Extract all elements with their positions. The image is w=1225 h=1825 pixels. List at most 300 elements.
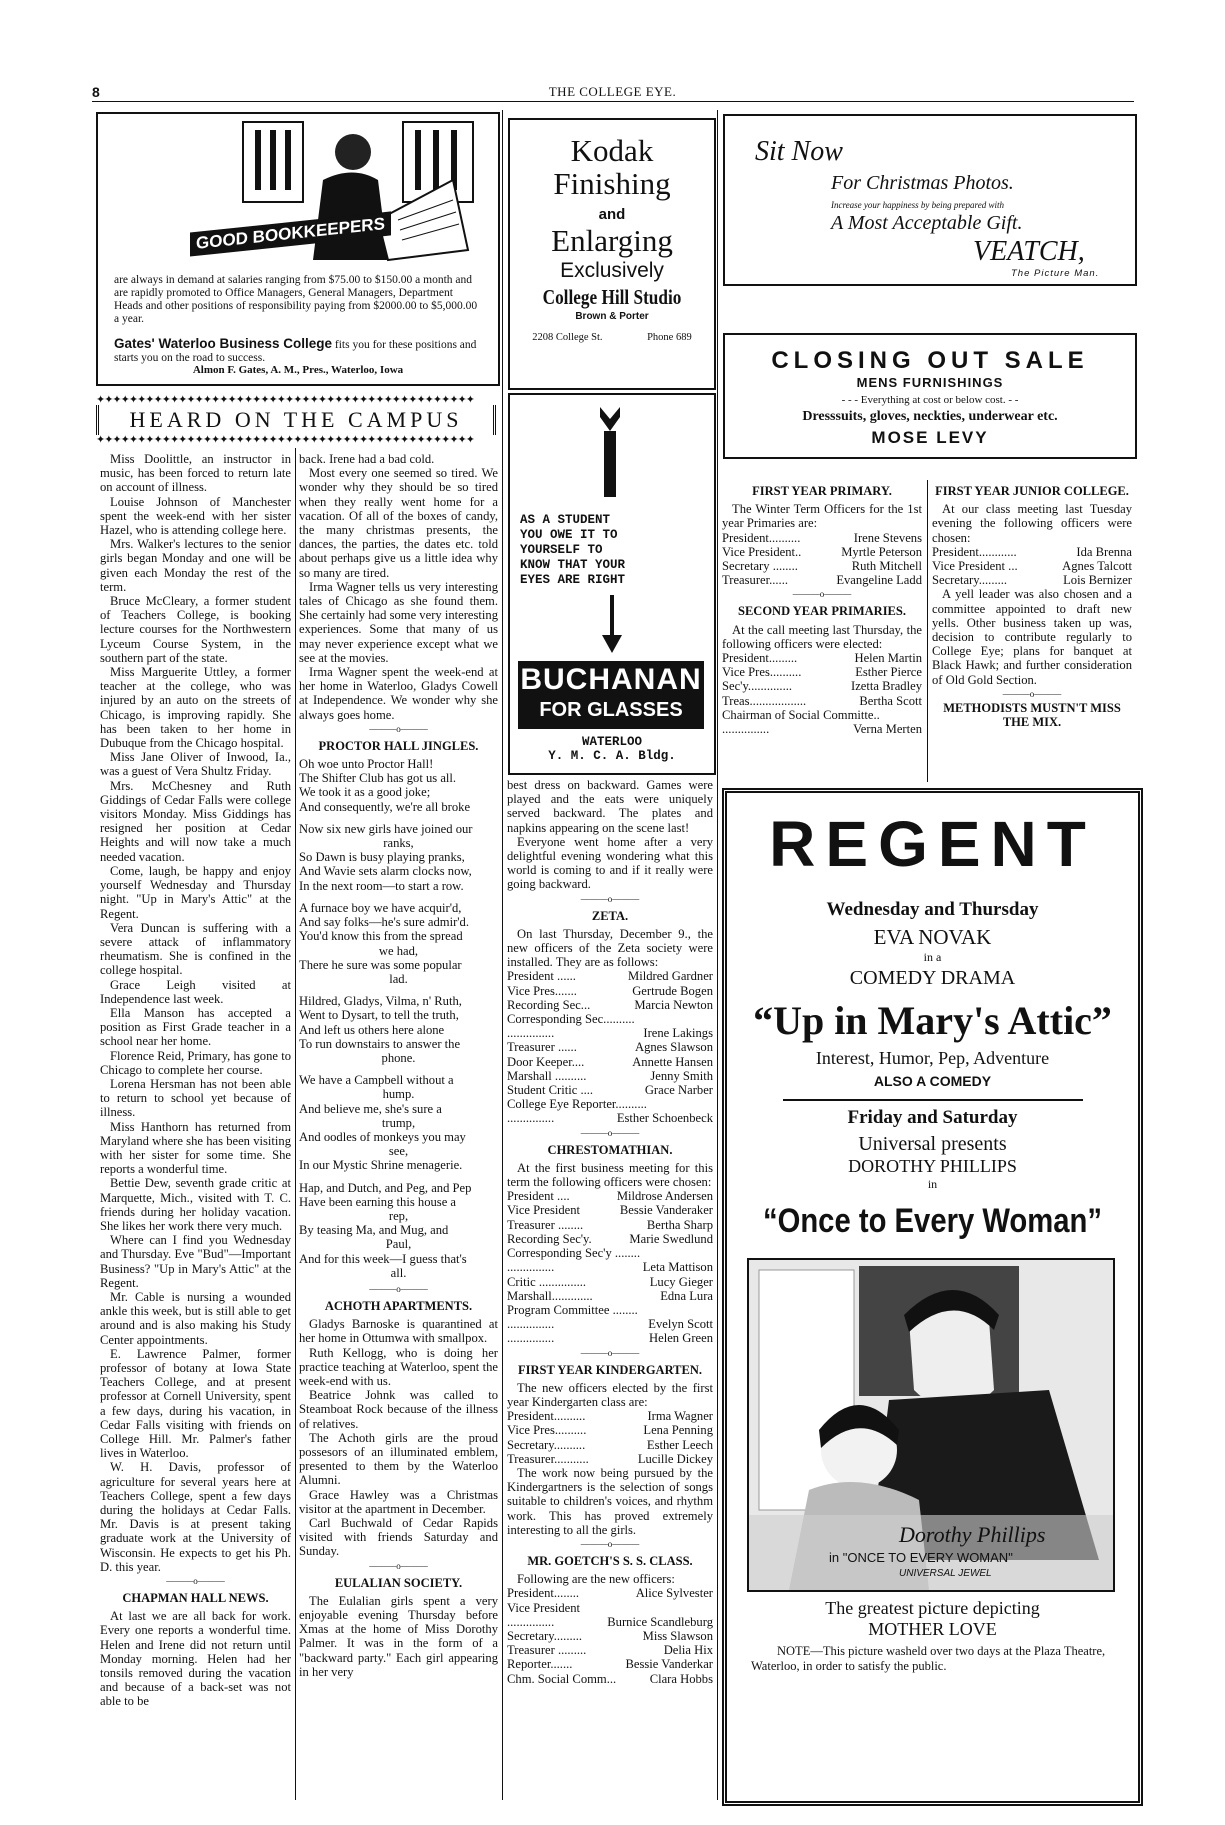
poem-line: You'd know this from the spread	[299, 929, 463, 944]
officer-name: Evangeline Ladd	[836, 573, 922, 588]
poem-line: Hap, and Dutch, and Peg, and Pep	[299, 1180, 472, 1195]
campus-item: Mrs. Walker's lectures to the senior girls began Monday and one will be given each Monday the rest of the term.	[100, 537, 291, 594]
officer-title: President ......	[507, 969, 576, 984]
chapman-text: At last we are all back for work. Every one reports a wonderful time. Helen and Irene did not return until Monday morning. Helen had her tonsils removed during the vacation and because of a back-set was not able to be	[100, 1609, 291, 1709]
officer-name: Miss Slawson	[642, 1628, 713, 1643]
officer-name: Esther Schoenbeck	[616, 1111, 713, 1126]
officer-title: Secretary..........	[507, 1437, 586, 1452]
officer-name: Alice Sylvester	[635, 1586, 713, 1601]
officer-row	[932, 545, 1132, 559]
buchanan-glasses-ad	[508, 393, 716, 775]
closing-out-sale-ad	[723, 333, 1137, 459]
officer-title: Treasurer...........	[507, 1451, 589, 1466]
campus-column-2	[299, 452, 498, 1797]
buchanan-logo	[518, 661, 704, 729]
section-divider: ———o———	[369, 723, 428, 734]
film-still-photo	[747, 1258, 1115, 1592]
junior-tail: A yell leader was also chosen and a committee appointed to draft new yells. Other business taken up was, decision to contribute regularly to College Eye; plans for banquet at Black Hawk; and further consideration of Old Gold Section.	[932, 587, 1132, 687]
regent-also: ALSO A COMEDY	[873, 1073, 992, 1089]
campus-item: back. Irene had a bad cold.	[299, 452, 435, 466]
studio-owners: Brown & Porter	[575, 311, 649, 322]
proctor-poem	[299, 757, 498, 1280]
junior-college-column	[932, 484, 1132, 733]
officer-name: Lucille Dickey	[637, 1451, 713, 1466]
officer-row	[507, 1203, 713, 1217]
down-arrow-icon	[590, 407, 630, 497]
column-rule	[927, 480, 928, 782]
officer-name: Lois Bernizer	[1063, 573, 1132, 588]
eulalian-text: The Eulalian girls spent a very enjoyable evening Thursday before Xmas at the home of Miss Dorothy Palmer. It was in the form of a "backward party." Each girl appearing in her very	[299, 1593, 498, 1679]
methodists-heading: METHODISTS MUSTN'T MISS THE MIX.	[943, 700, 1121, 730]
poem-line: So Dawn is busy playing pranks,	[299, 850, 465, 865]
acceptable-gift-line: A Most Acceptable Gift.	[831, 212, 1023, 234]
studio-phone: Phone 689	[647, 332, 692, 343]
regent-in-a: in a	[923, 950, 942, 964]
regent-days-1: Wednesday and Thursday	[826, 899, 1039, 920]
christmas-photos-line: For Christmas Photos.	[831, 172, 1014, 194]
mose-levy-name: MOSE LEVY	[871, 428, 989, 447]
regent-rule	[783, 1099, 1083, 1101]
officer-name: Grace Narber	[644, 1083, 713, 1098]
campus-item: Miss Hanthorn has returned from Maryland where she has been visiting with her sister for some time. She reports a wonderful time.	[100, 1119, 291, 1177]
campus-item: Bruce McCleary, a former student of Teachers College, is booking lecture courses for the Northwestern Lyceum Course System, in the southern part of the state.	[100, 594, 291, 665]
cost-line: - - - Everything at cost or below cost. - -	[841, 394, 1019, 406]
officer-title: President..........	[722, 530, 801, 545]
campus-heading: HEARD ON THE CAMPUS	[129, 407, 463, 432]
officer-row	[507, 1055, 713, 1069]
eulalian-continued-2: Everyone went home after a very delightful evening wondering what this world is coming to and if it really were going backward.	[507, 834, 713, 892]
photo-signature: Dorothy Phillips	[899, 1522, 1046, 1547]
officer-row	[507, 1629, 713, 1643]
regent-genre: COMEDY DRAMA	[849, 967, 1016, 989]
chresto-intro: At the first business meeting for this term the following officers were chosen:	[507, 1160, 713, 1190]
achoth-item: Ruth Kellogg, who is doing her practice teaching at Waterloo, spent the week-end with us.	[299, 1345, 498, 1388]
regent-film-2: “Once to Every Woman”	[762, 1202, 1103, 1240]
officer-row	[507, 1097, 713, 1111]
poem-line: In our Mystic Shrine menagerie.	[299, 1158, 463, 1173]
campus-banner	[96, 395, 496, 445]
campus-item: Florence Reid, Primary, has gone to Chicago to complete her course.	[100, 1048, 291, 1077]
merchandise-line: Dresssuits, gloves, neckties, underwear etc.	[802, 409, 1058, 424]
line-2: YOU OWE IT TO	[520, 528, 618, 542]
poem-line: Oh woe unto Proctor Hall!	[299, 757, 434, 772]
primary-heading: FIRST YEAR PRIMARY.	[752, 484, 892, 498]
officer-row	[507, 1012, 713, 1026]
primary-column	[722, 484, 922, 736]
eulalian-heading: EULALIAN SOCIETY.	[334, 1575, 463, 1590]
poem-line: And say folks—he's sure admir'd.	[299, 915, 469, 930]
poem-line: And Wavie sets alarm clocks now,	[299, 864, 472, 879]
gates-business-college-ad	[96, 112, 500, 386]
goetch-officers	[507, 1586, 713, 1685]
campus-item: Vera Duncan is suffering with a severe attack of inflammatory rheumatism. She is confined in the college hospital.	[100, 920, 291, 978]
officer-name: Esther Leech	[646, 1437, 713, 1452]
section-divider: ———o———	[580, 893, 640, 904]
photo-caption-1: in "ONCE TO EVERY WOMAN"	[829, 1550, 1013, 1565]
regent-in: in	[927, 1177, 938, 1191]
campus-item: Where can I find you Wednesday and Thursday. Eve "Bud"—Important Business? "Up in Mary's Attic" at the Regent.	[100, 1233, 291, 1290]
officer-row	[507, 1672, 713, 1686]
officer-name: Irene Lakings	[643, 1026, 713, 1041]
officer-title: Recording Sec'y.	[507, 1231, 592, 1246]
officer-name: Gertrude Bogen	[632, 983, 713, 998]
poem-line: rep,	[388, 1208, 409, 1223]
officer-row	[507, 1040, 713, 1054]
poem-line: In the next room—to start a row.	[299, 878, 464, 893]
officer-title: Vice President	[507, 1203, 581, 1218]
buchanan-logo-name: BUCHANAN	[520, 663, 702, 696]
student-eyes-copy	[520, 513, 704, 588]
officer-row	[507, 1303, 713, 1317]
poem-line: And for this week—I guess that's	[299, 1251, 467, 1266]
line-5: EYES ARE RIGHT	[520, 573, 626, 587]
poem-line: Paul,	[385, 1237, 412, 1252]
officer-title: Chm. Social Comm...	[507, 1671, 617, 1686]
campus-item: Lorena Hersman has not been able to return to school yet because of illness.	[100, 1076, 291, 1120]
poem-line: And oodles of monkeys you may	[299, 1129, 466, 1144]
officer-name: Clara Hobbs	[649, 1671, 713, 1686]
chapman-heading: CHAPMAN HALL NEWS.	[122, 1591, 269, 1606]
officer-row	[507, 998, 713, 1012]
campus-item: Mr. Cable is nursing a wounded ankle this week, but is still able to get around and is also making his Study Center appointments.	[100, 1289, 291, 1347]
line-3: YOURSELF TO	[520, 543, 603, 557]
poem-line: And believe me, she's sure a	[299, 1101, 442, 1116]
campus-item: E. Lawrence Palmer, former professor of botany at Iowa State Teachers College, and at present professor at Cornell University, spent a few days, during his vacation, in Cedar Falls visiting with friends on College Hill. Mr. Palmer's father lives in Waterloo.	[100, 1346, 291, 1461]
officer-row	[507, 984, 713, 998]
achoth-item: Beatrice Johnk was called to Steamboat Rock because of the illness of relatives.	[299, 1388, 498, 1431]
officer-row	[507, 1317, 713, 1331]
officer-title: President............	[932, 544, 1017, 559]
officer-row	[507, 1657, 713, 1671]
officer-row	[722, 573, 922, 587]
poem-line: phone.	[381, 1050, 416, 1065]
kinder-heading: FIRST YEAR KINDERGARTEN.	[518, 1362, 702, 1377]
junior-officers	[932, 545, 1132, 588]
poem-line: Now six new girls have joined our	[299, 821, 473, 836]
officer-title: Vice President	[507, 1600, 581, 1615]
gates-ad-body: are always in demand at salaries ranging from $75.00 to $150.00 a month and are rapidly promoted to Office Managers, General Managers, Department Heads and other positions of responsibility paying from $2000.00 to $5,000.00 a year.	[114, 274, 478, 325]
second-primary-heading: SECOND YEAR PRIMARIES.	[738, 604, 906, 619]
veatch-name: VEATCH,	[973, 236, 1085, 267]
chresto-officers	[507, 1189, 713, 1345]
officer-name: Bessie Vanderaker	[619, 1203, 713, 1218]
officer-row	[507, 1026, 713, 1040]
officer-title: ...............	[507, 1331, 555, 1346]
officer-title: ...............	[507, 1260, 555, 1275]
campus-item: Bettie Dew, seventh grade critic at Marquette, Mich., visited with T. C. friends during her holiday vacation. She likes her work there very much.	[100, 1176, 291, 1233]
poem-line: we had,	[378, 943, 419, 958]
poem-line: all.	[390, 1265, 407, 1280]
second-primary-officers	[722, 651, 922, 736]
finishing-word: Finishing	[553, 166, 671, 201]
officer-row	[507, 1260, 713, 1274]
officer-name: Agnes Slawson	[634, 1040, 713, 1055]
regent-presents: Universal presents	[858, 1133, 1007, 1155]
second-primary-intro: At the call meeting last Thursday, the following officers were elected:	[722, 622, 922, 651]
kinder-intro: The new officers elected by the first year Kindergarten class are:	[507, 1380, 713, 1409]
goetch-heading: MR. GOETCH'S S. S. CLASS.	[527, 1553, 693, 1568]
officer-row	[507, 969, 713, 983]
officer-title: Door Keeper....	[507, 1054, 585, 1069]
officer-title: Reporter.......	[507, 1657, 573, 1672]
officer-name: Leta Mattison	[642, 1260, 713, 1275]
officer-title: Secretary.........	[507, 1628, 583, 1643]
officer-title: ...............	[507, 1317, 555, 1332]
officer-title: Vice Pres..........	[507, 1423, 587, 1438]
regent-days-2: Friday and Saturday	[847, 1107, 1018, 1128]
officer-title: President........	[507, 1586, 580, 1601]
campus-item: Come, laugh, be happy and enjoy yourself Wednesday and Thursday night. "Up in Mary's Attic" at the Regent.	[100, 863, 291, 921]
column-rule	[295, 448, 296, 1800]
eulalian-continued: best dress on backward. Games were played and the eats were uniquely served backward. The plates and napkins appearing on the scene last!	[507, 778, 713, 835]
officer-title: Vice Pres.......	[507, 983, 577, 998]
veatch-tagline: The Picture Man.	[1011, 268, 1100, 279]
section-divider: ———o———	[580, 1538, 640, 1549]
officer-title: Secretary ........	[722, 559, 798, 574]
poem-line: There he sure was some popular	[299, 957, 462, 972]
poem-line: Went to Dysart, to tell the truth,	[299, 1008, 459, 1023]
officer-name: Irene Stevens	[853, 530, 922, 545]
achoth-item: The Achoth girls are the proud possesors of an illuminated emblem, presented to them by the Waterloo Alumni.	[299, 1430, 498, 1488]
campus-column-1	[100, 452, 291, 1797]
officer-row	[932, 559, 1132, 573]
officer-name: Burnice Scandleburg	[607, 1614, 713, 1629]
star-border-top: ✦✦✦✦✦✦✦✦✦✦✦✦✦✦✦✦✦✦✦✦✦✦✦✦✦✦✦✦✦✦✦✦✦✦✦✦✦✦✦✦✦✦✦✦✦✦	[96, 395, 474, 405]
officer-title: Marshall.............	[507, 1288, 593, 1303]
exclusively-word: Exclusively	[560, 259, 664, 282]
buchanan-location	[510, 735, 714, 763]
officer-row	[507, 1275, 713, 1289]
officer-row	[507, 1601, 713, 1615]
society-column	[507, 778, 713, 1798]
regent-film-1: “Up in Mary's Attic”	[753, 998, 1112, 1043]
officer-title: Chairman of Social Committe..	[722, 707, 880, 722]
officer-row	[507, 1409, 713, 1423]
officer-row	[507, 1083, 713, 1097]
campus-item: Grace Leigh visited at Independence last week.	[100, 977, 291, 1006]
officer-title: Corresponding Sec..........	[507, 1012, 635, 1027]
officer-row	[507, 1069, 713, 1083]
section-divider: ———o———	[1002, 688, 1062, 699]
zeta-intro: On last Thursday, December 9., the new officers of the Zeta society were installed. They are as follows:	[507, 926, 713, 970]
poem-line: lad.	[389, 971, 408, 986]
officer-row	[507, 1615, 713, 1629]
photo-caption-2: UNIVERSAL JEWEL	[899, 1568, 992, 1579]
officer-name: Esther Pierce	[855, 665, 922, 680]
regent-theatre-ad	[722, 788, 1143, 1806]
achoth-heading: ACHOTH APARTMENTS.	[324, 1298, 473, 1313]
proctor-heading: PROCTOR HALL JINGLES.	[318, 738, 479, 753]
veatch-small-line: Increase your happiness by being prepared with	[831, 200, 1004, 210]
officer-row	[722, 665, 922, 679]
regent-note: NOTE—This picture washeld over two days at the Plaza Theatre, Waterloo, in order to satisfy the public.	[751, 1644, 1106, 1673]
officer-name: Marie Swedlund	[629, 1231, 713, 1246]
officer-row	[507, 1246, 713, 1260]
officer-row	[507, 1289, 713, 1303]
officer-title: ...............	[722, 722, 770, 737]
officer-row	[507, 1331, 713, 1345]
campus-item: Miss Jane Oliver of Inwood, Ia., was a guest of Vera Shultz Friday.	[100, 750, 291, 779]
regent-tagline: Interest, Humor, Pep, Adventure	[815, 1048, 1050, 1068]
officer-name: Mildred Gardner	[628, 969, 713, 984]
buchanan-logo-sub: FOR GLASSES	[539, 699, 683, 721]
officer-title: ...............	[507, 1614, 555, 1629]
campus-item: Ella Manson has accepted a position as First Grade teacher in a school near her home.	[100, 1005, 291, 1049]
page-number: 8	[92, 84, 100, 100]
line-1: AS A STUDENT	[520, 513, 611, 527]
ymca-building: Y. M. C. A. Bldg.	[548, 749, 676, 763]
section-divider: ———o———	[580, 1127, 640, 1138]
campus-item: Miss Doolittle, an instructor in music, has been forced to return late on account of illness.	[100, 452, 291, 495]
officer-title: Program Committee ........	[507, 1302, 638, 1317]
officer-title: President ....	[507, 1189, 570, 1204]
officer-row	[507, 1452, 713, 1466]
officer-title: Treasurer......	[722, 573, 788, 588]
officer-name: Ruth Mitchell	[851, 559, 922, 574]
poem-line: We have a Campbell without a	[299, 1073, 454, 1088]
officer-name: Helen Martin	[854, 651, 922, 666]
star-border-bottom: ✦✦✦✦✦✦✦✦✦✦✦✦✦✦✦✦✦✦✦✦✦✦✦✦✦✦✦✦✦✦✦✦✦✦✦✦✦✦✦✦✦✦✦✦✦✦	[96, 435, 474, 445]
officer-row	[507, 1643, 713, 1657]
officer-title: Marshall ..........	[507, 1068, 587, 1083]
officer-row	[722, 679, 922, 693]
officer-title: Vice President ...	[932, 559, 1018, 574]
officer-name: Evelyn Scott	[648, 1317, 713, 1332]
officer-row	[722, 651, 922, 665]
officer-name: Ida Brenna	[1076, 544, 1132, 559]
kinder-tail: The work now being pursued by the Kindergartners is the selection of songs suitable to children's voices, and rhythm work. This has proved extremely interesting to all the girls.	[507, 1465, 713, 1537]
officer-row	[722, 531, 922, 545]
officer-row	[507, 1111, 713, 1125]
closing-sale-heading: CLOSING OUT SALE	[771, 347, 1089, 374]
officer-title: President..........	[507, 1409, 586, 1424]
officer-row	[722, 545, 922, 559]
junior-intro: At our class meeting last Tuesday evening the following officers were chosen:	[932, 502, 1132, 545]
studio-name: College Hill Studio	[542, 285, 682, 309]
regent-star-1: EVA NOVAK	[873, 925, 992, 949]
regent-heading: REGENT	[769, 808, 1096, 880]
poem-line: Have been earning this house a	[299, 1194, 457, 1209]
regent-star-2: DOROTHY PHILLIPS	[848, 1156, 1017, 1176]
regent-greatest: The greatest picture depicting	[825, 1598, 1040, 1618]
officer-name: Irma Wagner	[647, 1409, 713, 1424]
campus-item: Miss Marguerite Uttley, a former teacher at the college, who was injured by an auto on the streets of Chicago, is improving rapidly. She has been taken to her home in Dubuque from the Chicago hospital.	[100, 665, 291, 751]
bookkeepers-banner: GOOD BOOKKEEPERS	[190, 211, 391, 256]
officer-title: Recording Sec...	[507, 997, 591, 1012]
officer-name: Jenny Smith	[650, 1068, 713, 1083]
officer-row	[507, 1586, 713, 1600]
officer-name: Lena Penning	[643, 1423, 713, 1438]
officer-name: Verna Merten	[853, 722, 922, 737]
studio-address: 2208 College St.	[532, 332, 603, 343]
down-arrow-icon	[600, 595, 624, 655]
achoth-item: Carl Buchwald of Cedar Rapids visited with friends Saturday and Sunday.	[299, 1516, 498, 1559]
achoth-item: Gladys Barnoske is quarantined at her home in Ottumwa with smallpox.	[299, 1317, 498, 1346]
officer-name: Annette Hansen	[632, 1054, 713, 1069]
line-4: KNOW THAT YOUR	[520, 558, 626, 572]
poem-line: By teasing Ma, and Mug, and	[299, 1223, 449, 1238]
poem-line: trump,	[381, 1115, 416, 1130]
poem-line: hump.	[382, 1087, 415, 1102]
officer-title: Corresponding Sec'y ........	[507, 1246, 641, 1261]
officer-title: Treasurer .........	[507, 1643, 587, 1658]
zeta-officers	[507, 969, 713, 1125]
section-divider: ———o———	[166, 1576, 225, 1587]
officer-name: Helen Green	[649, 1331, 713, 1346]
achoth-item: Grace Hawley was a Christmas visitor at the apartment in December.	[299, 1487, 498, 1516]
officer-title: ...............	[507, 1111, 555, 1126]
officer-row	[932, 573, 1132, 587]
officer-name: Mildrose Andersen	[616, 1189, 713, 1204]
sit-now-heading: Sit Now	[755, 136, 843, 167]
column-rule	[502, 110, 503, 1800]
officer-title: President.........	[722, 651, 798, 666]
officer-title: Secretary.........	[932, 573, 1008, 588]
gates-ad-tail: fits you for these positions and starts you on the road to success.	[114, 339, 477, 364]
officer-name: Agnes Talcott	[1062, 559, 1132, 574]
poem-line: Hildred, Gladys, Vilma, n' Ruth,	[299, 994, 462, 1009]
waterloo-word: WATERLOO	[581, 735, 642, 749]
officer-name: Bessie Vanderkar	[625, 1657, 713, 1672]
officer-row	[507, 1423, 713, 1437]
officer-title: Critic ...............	[507, 1274, 587, 1289]
veatch-photo-ad	[723, 114, 1137, 286]
gates-ad-tagline	[114, 337, 484, 365]
poem-line: And consequently, we're all broke	[299, 799, 471, 814]
officer-row	[507, 1232, 713, 1246]
officer-title: Treas..................	[722, 693, 807, 708]
masthead-title: THE COLLEGE EYE.	[548, 84, 677, 99]
officer-name: Myrtle Peterson	[841, 544, 922, 559]
regent-mother-love: MOTHER LOVE	[868, 1619, 997, 1639]
section-divider: ———o———	[369, 1560, 428, 1571]
junior-heading: FIRST YEAR JUNIOR COLLEGE.	[935, 484, 1129, 498]
campus-item: Irma Wagner spent the week-end at her home in Waterloo, Gladys Cowell at Independence. We wonder why she always goes home.	[299, 665, 498, 722]
gates-college-name: Gates' Waterloo Business College	[114, 336, 333, 351]
officer-row	[507, 1438, 713, 1452]
officer-row	[507, 1218, 713, 1232]
officer-title: ...............	[507, 1026, 555, 1041]
goetch-intro: Following are the new officers:	[517, 1572, 675, 1587]
chresto-heading: CHRESTOMATHIAN.	[547, 1142, 673, 1157]
campus-item: Most every one seemed so tired. We wonder why they should be so tired when they really went home for a vacation. Of all of the boxes of candy, the many christmas presents, the dances, the parties, the dates etc. told about perhaps give us a little idea why so many are tired.	[299, 466, 498, 580]
section-divider: ———o———	[580, 1347, 640, 1358]
officer-title: College Eye Reporter..........	[507, 1097, 647, 1112]
officer-title: Sec'y..............	[722, 679, 793, 694]
officer-row	[722, 559, 922, 573]
poem-line: see,	[388, 1144, 409, 1159]
section-divider: ———o———	[369, 1283, 428, 1294]
zeta-heading: ZETA.	[591, 908, 629, 923]
poem-line: And left us others here alone	[299, 1022, 445, 1037]
enlarging-word: Enlarging	[551, 223, 673, 258]
officer-name: Izetta Bradley	[851, 679, 922, 694]
officer-name: Bertha Sharp	[646, 1217, 713, 1232]
gates-ad-signature: Almon F. Gates, A. M., Pres., Waterloo, Iowa	[192, 364, 404, 376]
column-rule	[717, 110, 718, 1800]
officer-name: Edna Lura	[660, 1288, 713, 1303]
officer-title: Vice Pres..........	[722, 665, 802, 680]
mens-furnishings: MENS FURNISHINGS	[856, 375, 1004, 390]
officer-name: Lucy Gieger	[649, 1274, 713, 1289]
kinder-officers	[507, 1409, 713, 1466]
poem-line: ranks,	[383, 836, 414, 851]
campus-item: Irma Wagner tells us very interesting tales of Chicago as she found them. She certainly had some very interesting experiences. Some that many of us may never experience except what we see at the movies.	[299, 579, 498, 665]
officer-title: Treasurer ........	[507, 1217, 584, 1232]
officer-title: Vice President..	[722, 544, 802, 559]
poem-line: The Shifter Club has got us all.	[299, 771, 457, 786]
officer-row	[722, 708, 922, 722]
